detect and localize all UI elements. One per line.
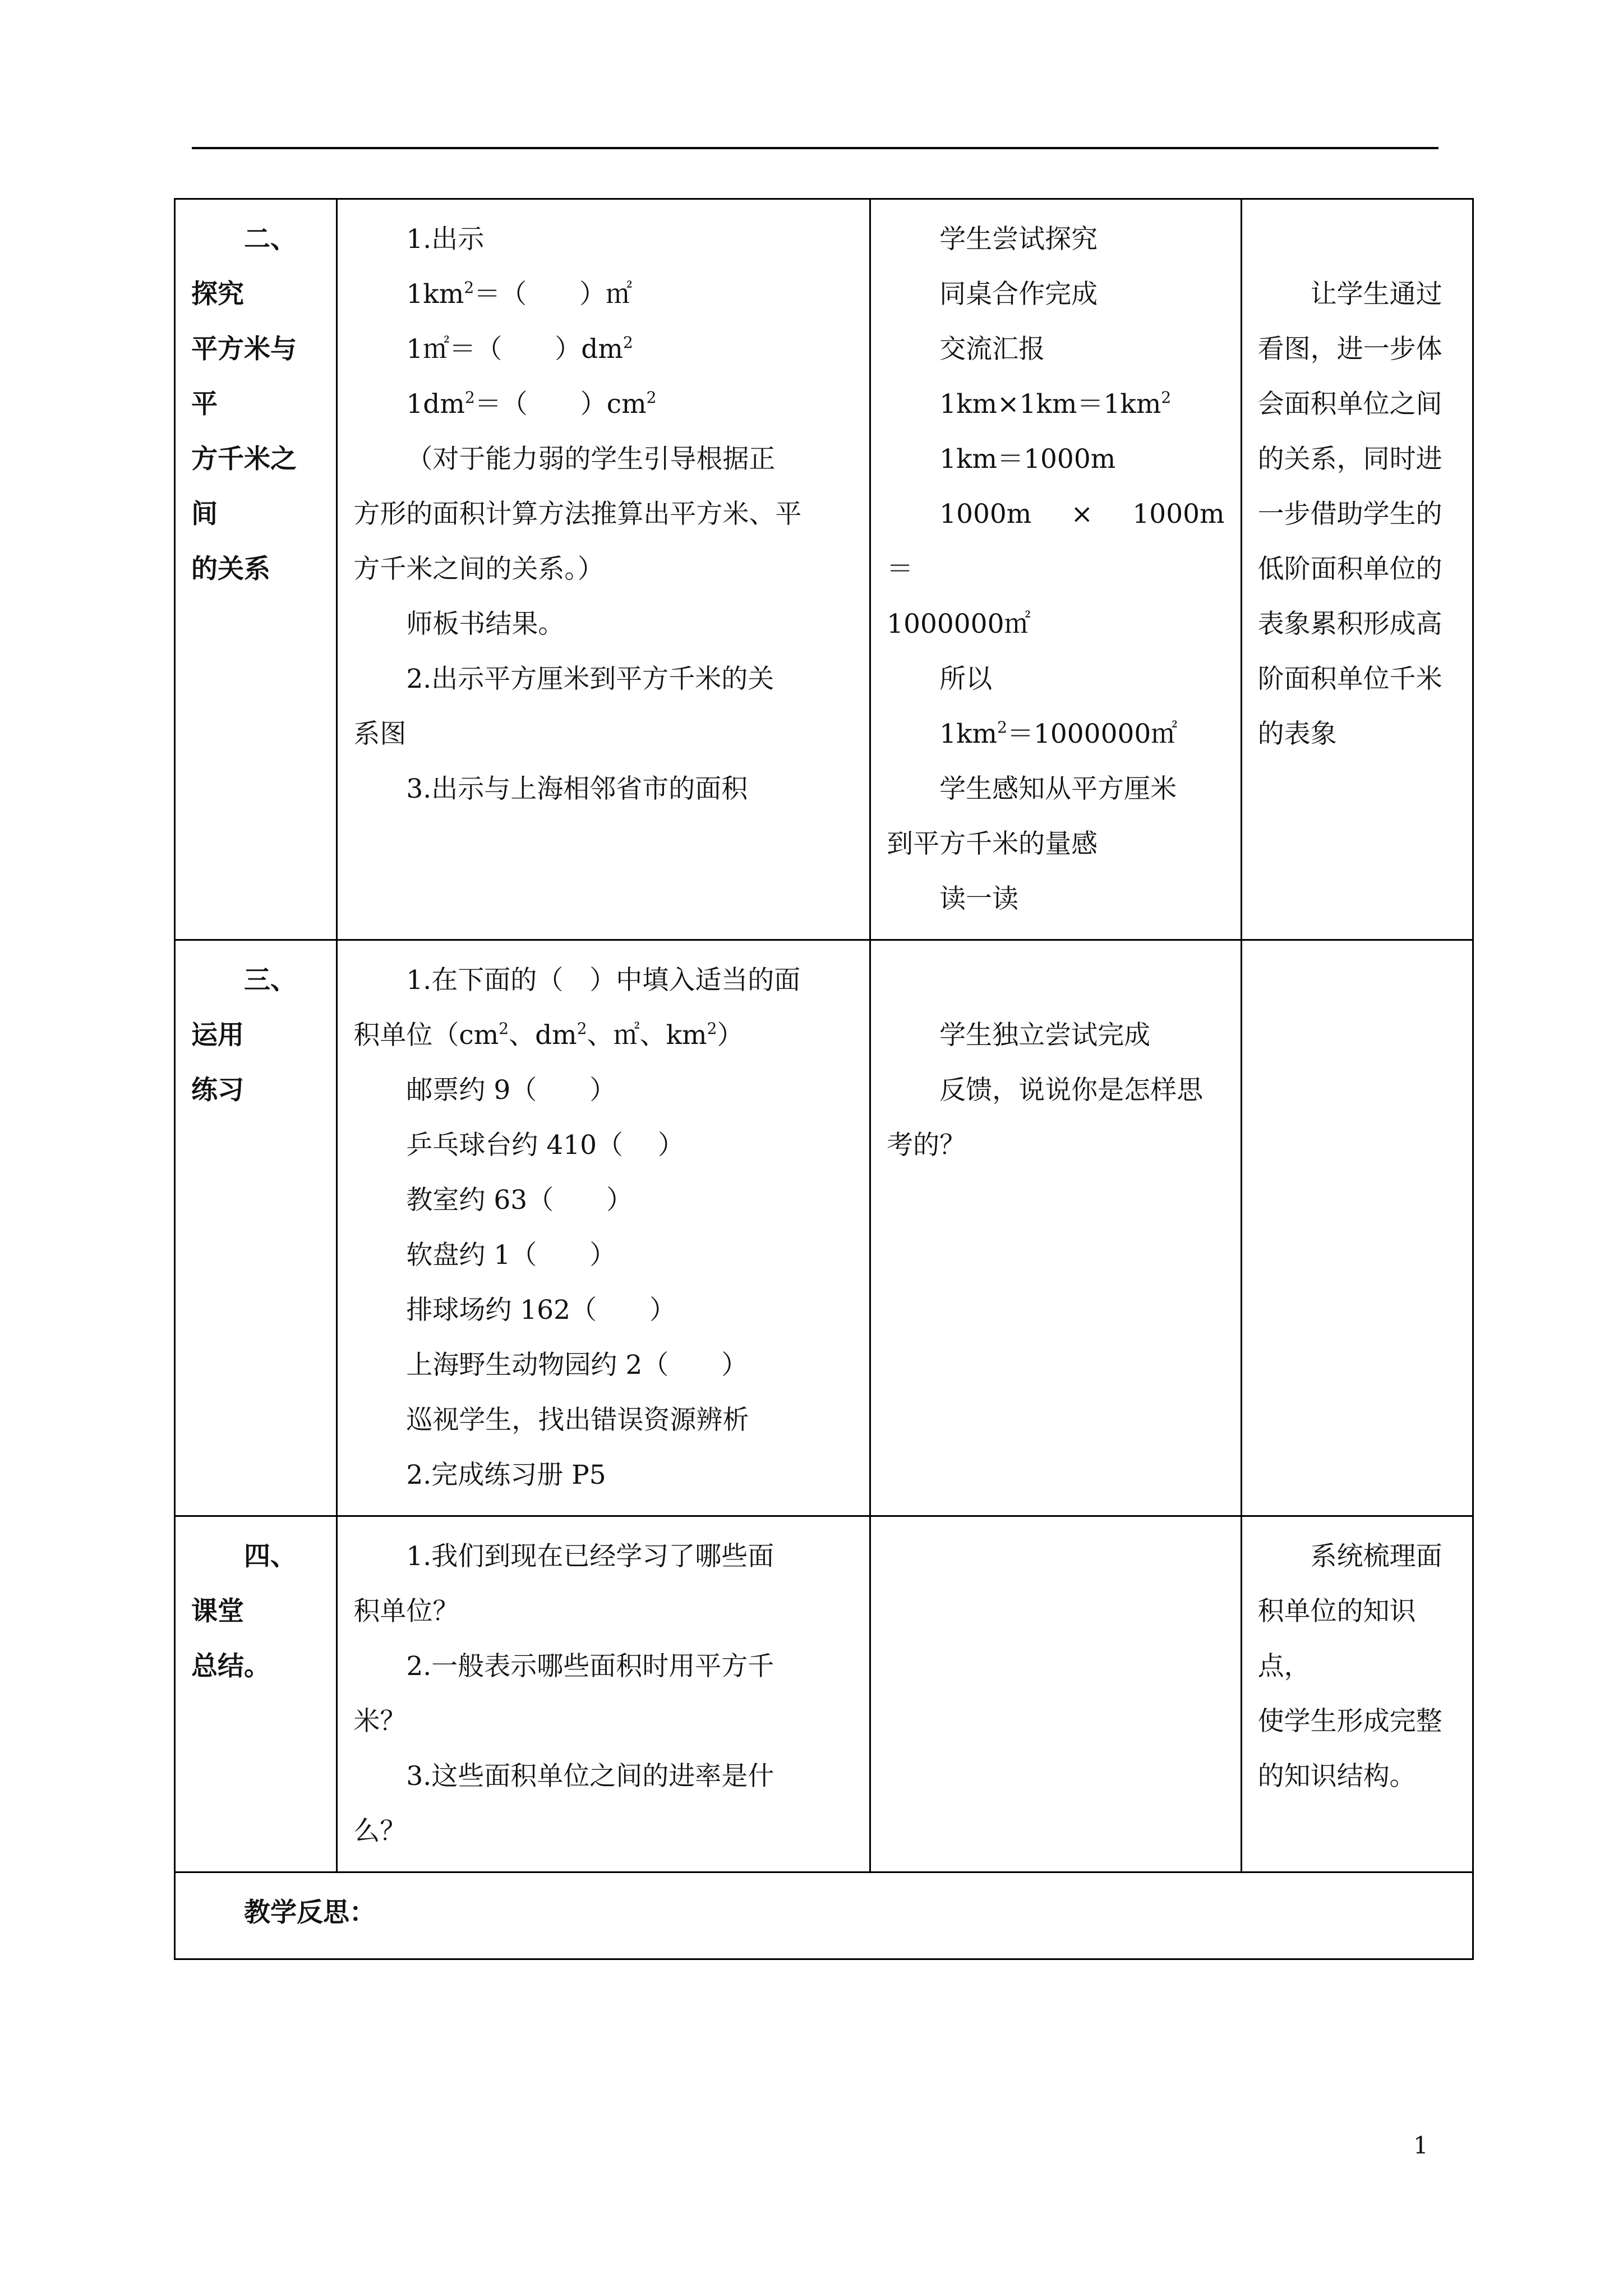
text-line: 1000m × 1000m ＝: [887, 499, 1251, 585]
text-line: （对于能力弱的学生引导根据正: [406, 444, 776, 475]
text-line: $1km\times 1km=1km^2$: [939, 388, 1172, 420]
text-line: 邮票约 9（ ）: [406, 1075, 616, 1106]
reflection-cell: [175, 1872, 1473, 1959]
design-purpose-cell: [1241, 1516, 1473, 1872]
stage-cell: [175, 199, 337, 940]
text-line: 2.出示平方厘米到平方千米的关: [406, 664, 774, 694]
text-line: 系图: [353, 719, 407, 749]
text-line: 的关系，同时进: [1257, 444, 1442, 475]
text-line: 积单位的知识点，: [1257, 1596, 1416, 1682]
text-line: 2.完成练习册 P5: [406, 1460, 606, 1490]
text-line: 平方米与平: [191, 334, 297, 420]
text-line: 方形的面积计算方法推算出平方米、平: [353, 499, 802, 530]
design-purpose-cell: [1241, 199, 1473, 940]
text-line: 1㎡＝（ ）$dm^2$: [406, 333, 633, 365]
text-line: 积单位（$cm^2$、$dm^2$、㎡、$km^2$）: [353, 1019, 744, 1051]
text-line: 的知识结构。: [1257, 1761, 1416, 1792]
text-line: 积单位？: [353, 1596, 459, 1627]
text-line: 乒乓球台约 410（ ）: [406, 1130, 684, 1161]
table-row: [175, 199, 1473, 940]
text-line: 学生感知从平方厘米: [939, 774, 1177, 804]
text-line: 会面积单位之间: [1257, 389, 1442, 420]
text-line: 低阶面积单位的: [1257, 554, 1442, 585]
text-line: 教室约 63（ ）: [406, 1185, 633, 1216]
reflection-label: 教学反思：: [244, 1897, 376, 1928]
text-line: 让学生通过: [1310, 279, 1442, 310]
text-line: 米？: [353, 1706, 407, 1737]
student-activity-cell: [870, 199, 1251, 940]
text-line: 的关系: [191, 554, 270, 585]
teacher-activity-cell: [337, 1516, 870, 1872]
text-line: 四、课堂: [191, 1541, 297, 1627]
text-line: 1.出示: [406, 224, 485, 255]
text-line: 读一读: [939, 884, 1019, 914]
student-activity-cell: [870, 940, 1241, 1516]
text-line: 学生尝试探究: [939, 224, 1098, 255]
text-line: 2.一般表示哪些面积时用平方千: [406, 1651, 774, 1682]
text-line: 1km＝1000m: [939, 444, 1116, 475]
text-line: 1000000㎡: [887, 609, 1031, 639]
text-line: 考的？: [887, 1130, 966, 1161]
text-line: 学生独立尝试完成: [939, 1020, 1151, 1051]
text-line: $1km^2=$（ ）㎡: [406, 278, 633, 310]
table-row: [175, 1516, 1473, 1872]
text-line: 同桌合作完成: [939, 279, 1098, 310]
text-line: 排球场约 162（ ）: [406, 1295, 676, 1326]
text-line: 反馈，说说你是怎样思: [939, 1075, 1204, 1106]
table-row: [175, 1872, 1473, 1959]
text-line: 阶面积单位千米: [1257, 664, 1442, 694]
text-line: 到平方千米的量感: [887, 829, 1098, 859]
text-line: $1dm^2=$（ ）$cm^2$: [406, 388, 657, 420]
text-line: 软盘约 1（ ）: [406, 1240, 616, 1271]
text-line: 看图，进一步体: [1257, 334, 1442, 365]
teacher-activity-cell: [337, 199, 870, 940]
text-line: 的表象: [1257, 719, 1337, 749]
teacher-activity-cell: [337, 940, 870, 1516]
text-line: 巡视学生，找出错误资源辨析: [406, 1405, 749, 1435]
text-line: 使学生形成完整: [1257, 1706, 1442, 1737]
header-rule: [192, 147, 1438, 149]
text-line: 三、运用: [191, 965, 297, 1051]
text-line: 1.我们到现在已经学习了哪些面: [406, 1541, 774, 1572]
text-line: 表象累积形成高: [1257, 609, 1442, 639]
text-line: 交流汇报: [939, 334, 1045, 365]
stage-cell: [175, 940, 337, 1516]
text-line: [1258, 212, 1456, 267]
text-line: [887, 953, 1224, 1008]
text-line: 1.在下面的（ ）中填入适当的面: [406, 965, 801, 996]
page-number: 1: [1413, 2132, 1428, 2159]
text-line: 师板书结果。: [406, 609, 565, 639]
table-row: [175, 940, 1473, 1516]
text-line: $1km^2=1000000㎡$: [939, 718, 1178, 749]
text-line: 一步借助学生的: [1257, 499, 1442, 530]
design-purpose-cell: [1241, 940, 1473, 1516]
text-line: 3.出示与上海相邻省市的面积: [406, 774, 748, 804]
lesson-plan-table: [174, 198, 1474, 1960]
text-line: 总结。: [191, 1651, 270, 1682]
stage-cell: [175, 1516, 337, 1872]
text-line: 二、探究: [191, 224, 297, 310]
student-activity-cell: [870, 1516, 1241, 1872]
text-line: 么？: [353, 1816, 407, 1847]
text-line: 上海野生动物园约 2（ ）: [406, 1350, 748, 1381]
text-line: 系统梳理面: [1310, 1541, 1442, 1572]
text-line: 练习: [191, 1075, 244, 1106]
text-line: 3.这些面积单位之间的进率是什: [406, 1761, 774, 1792]
text-line: 所以: [939, 664, 993, 694]
text-line: 方千米之间的关系。）: [353, 554, 604, 585]
text-line: 方千米之间: [191, 444, 297, 530]
